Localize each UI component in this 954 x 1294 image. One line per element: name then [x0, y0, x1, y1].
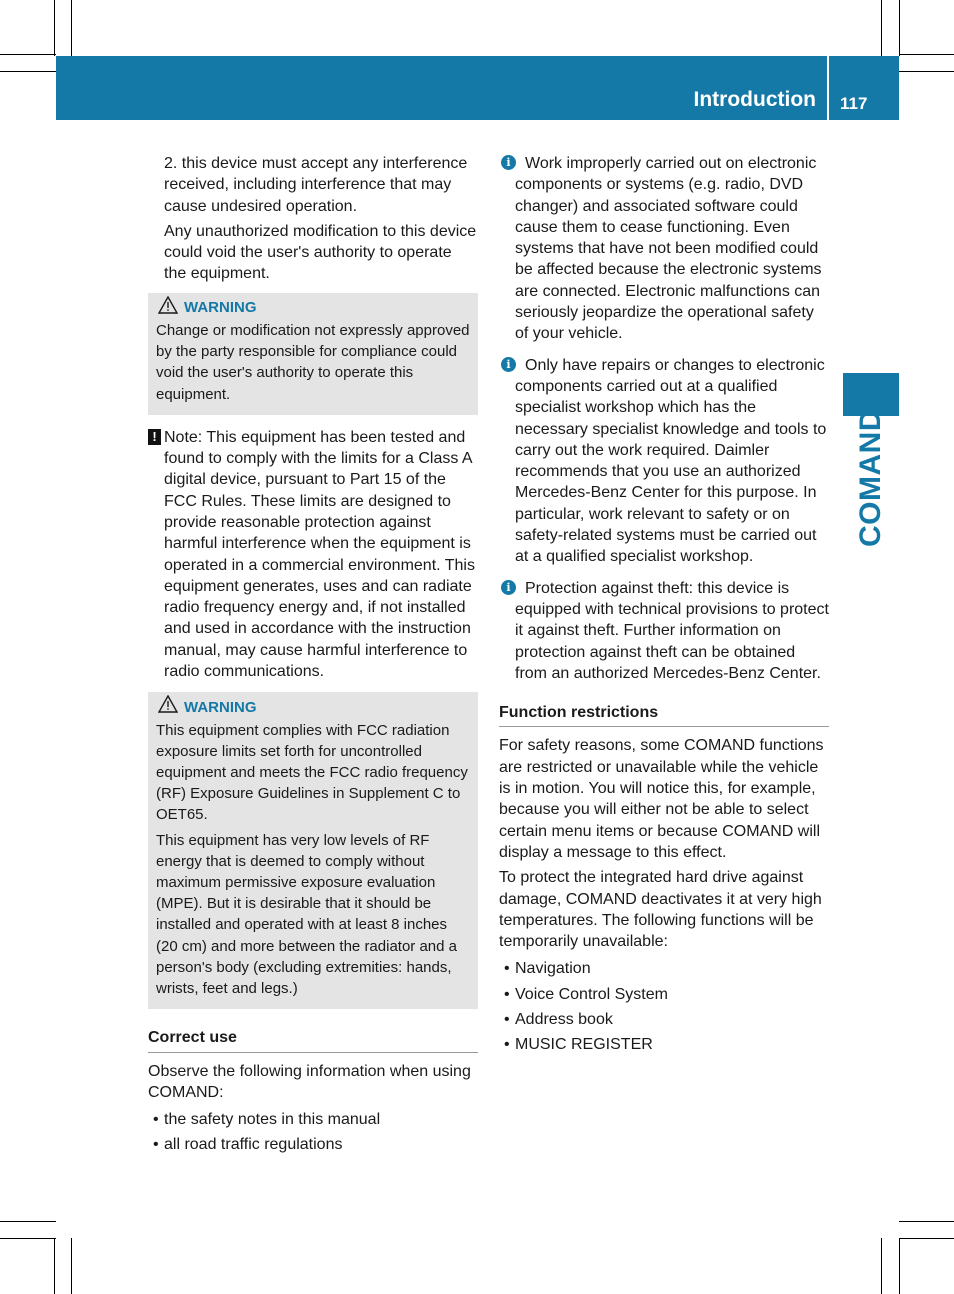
bullet-list — [148, 1107, 478, 1158]
info-icon: i — [501, 357, 516, 372]
crop-mark — [899, 54, 954, 55]
info-text: Only have repairs or changes to electronic components carried out at a qualified specialist workshop which has the necessary specialist knowledge and tools to carry out the work required. Daimler recommends that you use an authorized Mercedes-Benz Center for this purpose. In particular, work relevant to safety or on safety-related systems must be carried out at a qualified specialist workshop. — [515, 356, 827, 566]
crop-mark — [881, 0, 882, 56]
paragraph: 2. this device must accept any interference received, including interference that may cause undesired operation. — [164, 155, 468, 215]
crop-mark — [54, 0, 55, 56]
section-title: Introduction — [693, 88, 816, 111]
crop-mark — [899, 1221, 954, 1222]
paragraph: Observe the following information when using COMAND: — [148, 1062, 471, 1101]
left-column — [148, 153, 478, 1158]
warning-triangle-icon — [158, 296, 178, 320]
note-block — [148, 427, 478, 683]
crop-mark — [0, 54, 56, 55]
warning-heading — [156, 296, 470, 320]
side-tab-label: COMAND — [854, 409, 887, 547]
bullet-list — [499, 956, 829, 1057]
info-note — [499, 153, 829, 345]
info-icon: i — [501, 580, 516, 595]
crop-mark — [899, 71, 954, 72]
paragraph: For safety reasons, some COMAND functions are restricted or unavailable while the vehicle is in motion. You will notice this, for example, because you will either not be able to select certain menu items or because COMAND will display a message to this effect. — [499, 737, 824, 861]
warning-label: WARNING — [184, 698, 257, 716]
section-heading-correct-use: Correct use — [148, 1027, 478, 1052]
right-column — [499, 153, 829, 1058]
header-divider — [827, 56, 829, 120]
warning-text: This equipment complies with FCC radiation exposure limits set forth for uncontrolled equipment and meets the FCC radio frequency (RF) Exposure Guidelines in Supplement C to OET65. — [156, 721, 468, 824]
page-number: 117 — [840, 94, 868, 113]
info-note — [499, 355, 829, 568]
list-item: • MUSIC REGISTER — [499, 1032, 829, 1057]
crop-mark — [881, 1238, 882, 1294]
list-item: • all road traffic regulations — [148, 1132, 478, 1157]
list-item: • Navigation — [499, 956, 829, 981]
warning-heading — [156, 695, 470, 719]
list-item: • Address book — [499, 1007, 829, 1032]
crop-mark — [899, 1238, 900, 1294]
info-icon: i — [501, 155, 516, 170]
exclamation-icon: ! — [148, 429, 161, 445]
crop-mark — [899, 0, 900, 56]
info-note — [499, 578, 829, 684]
crop-mark — [899, 1238, 954, 1239]
warning-box — [148, 692, 478, 1009]
crop-mark — [54, 1238, 55, 1294]
section-heading-function-restrictions: Function restrictions — [499, 702, 829, 727]
list-item: • Voice Control System — [499, 982, 829, 1007]
paragraph: Any unauthorized modification to this device could void the user's authority to operate the equipment. — [164, 222, 477, 283]
warning-triangle-icon — [158, 695, 178, 719]
crop-mark — [0, 71, 56, 72]
crop-mark — [0, 1221, 56, 1222]
info-text: Work improperly carried out on electronic components or systems (e.g. radio, DVD changer) and associated software could cause them to cease functioning. Even systems that have not been modified could be affected because the electronic systems are connected. Electronic malfunctions can seriously jeopardize the operational safety of your vehicle. — [515, 155, 822, 343]
warning-box — [148, 293, 478, 415]
paragraph: To protect the integrated hard drive against damage, COMAND deactivates it at very high temperatures. The following functions will be temporarily unavailable: — [499, 869, 822, 951]
info-text: Protection against theft: this device is equipped with technical provisions to protect it against theft. Further information on protection against theft can be obtained from an authorized Mercedes-Benz Center. — [515, 579, 829, 682]
crop-mark — [71, 1238, 72, 1294]
crop-mark — [0, 1238, 56, 1239]
warning-text: Change or modification not expressly approved by the party responsible for compliance could void the user's authority to operate this equipment. — [156, 321, 470, 403]
list-item: • the safety notes in this manual — [148, 1107, 478, 1132]
warning-text: This equipment has very low levels of RF energy that is deemed to comply without maximum permissive exposure evaluation (MPE). But it is desirable that it should be installed and operated with at least 8 inches (20 cm) and more between the radiator and a person's body (excluding extremities: hands, wrists, feet and legs.) — [156, 831, 458, 997]
note-text: Note: This equipment has been tested and found to comply with the limits for a Class A digital device, pursuant to Part 15 of the FCC Rules. These limits are designed to provide reasonable protection against harmful interference when the equipment is operated in a commercial environment. This equipment generates, uses and can radiate radio frequency energy and, if not installed and used in accordance with the instruction manual, may cause harmful interference to radio communications. — [164, 428, 475, 681]
crop-mark — [71, 0, 72, 56]
warning-label: WARNING — [184, 299, 257, 317]
